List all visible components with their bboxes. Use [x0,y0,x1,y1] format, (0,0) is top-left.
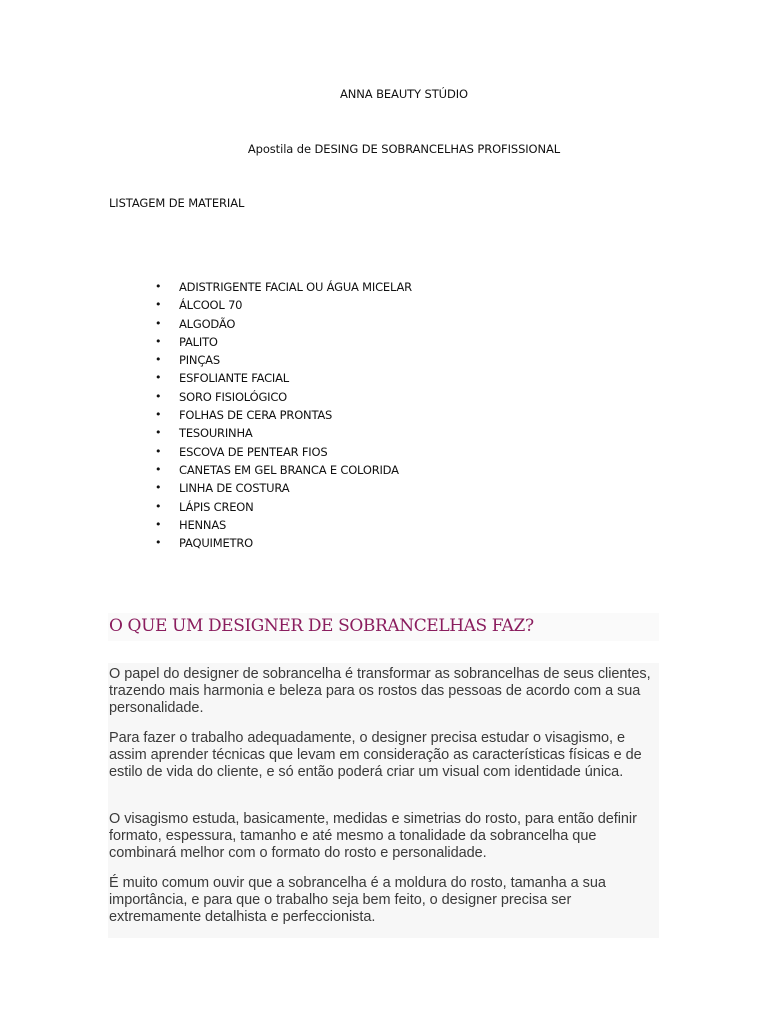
material-item-label: SORO FISIOLÓGICO [179,389,288,404]
material-item-label: PINÇAS [179,353,220,368]
bullet-icon: • [155,536,162,550]
material-item-label: ADISTRIGENTE FACIAL OU ÁGUA MICELAR [179,280,412,294]
section-heading: O QUE UM DESIGNER DE SOBRANCELHAS FAZ? [109,616,534,636]
bullet-icon: • [155,316,162,330]
material-item-label: ALGODÃO [179,316,236,331]
material-item-label: ESCOVA DE PENTEAR FIOS [179,444,328,459]
studio-name: ANNA BEAUTY STÚDIO [340,87,468,101]
bullet-icon: • [155,280,162,293]
material-item-label: TESOURINHA [179,426,253,441]
bullet-icon: • [155,444,162,458]
material-item-label: LÁPIS CREON [179,499,254,514]
material-item-label: CANETAS EM GEL BRANCA E COLORIDA [179,462,399,477]
bullet-icon: • [155,499,162,513]
material-item-label: ÁLCOOL 70 [179,298,243,313]
bullet-icon: • [155,481,162,495]
paragraph-visagism: O visagismo estuda, basicamente, medidas e simetrias do rosto, para então definir formato, espessura, tamanho e até mesmo a tonalidade da sobrancelha que combinará melhor com o formato do rosto e personalidade. [109,811,637,861]
bullet-icon: • [155,353,162,367]
bullet-icon: • [155,462,162,476]
bullet-icon: • [155,517,162,531]
paragraph-role: O papel do designer de sobrancelha é transformar as sobrancelhas de seus clientes, trazendo mais harmonia e beleza para os rostos das pessoas de acordo com a sua personalidade. [109,666,651,716]
bullet-icon: • [155,334,162,348]
material-item-label: PAQUIMETRO [179,536,253,551]
paragraph-method: Para fazer o trabalho adequadamente, o designer precisa estudar o visagismo, e assim aprender técnicas que levam em consideração as características físicas e de estilo de vida do cliente, e só então poderá criar um visual com identidade única. [109,730,642,780]
material-item-label: HENNAS [179,517,227,532]
material-item-label: ESFOLIANTE FACIAL [179,371,289,386]
bullet-icon: • [155,389,162,403]
bullet-icon: • [155,371,162,385]
bullet-icon: • [155,298,162,312]
material-item-label: LINHA DE COSTURA [179,481,290,496]
material-item-label: FOLHAS DE CERA PRONTAS [179,408,333,423]
bullet-icon: • [155,408,162,422]
material-item-label: PALITO [179,334,218,349]
paragraph-importance: É muito comum ouvir que a sobrancelha é a moldura do rosto, tamanha a sua importância, e para que o trabalho seja bem feito, o designer precisa ser extremamente detalhista e perfeccionista. [109,875,606,925]
materials-label: LISTAGEM DE MATERIAL [109,196,245,210]
bullet-icon: • [155,426,162,440]
document-title: Apostila de DESING DE SOBRANCELHAS PROFISSIONAL [247,142,561,156]
